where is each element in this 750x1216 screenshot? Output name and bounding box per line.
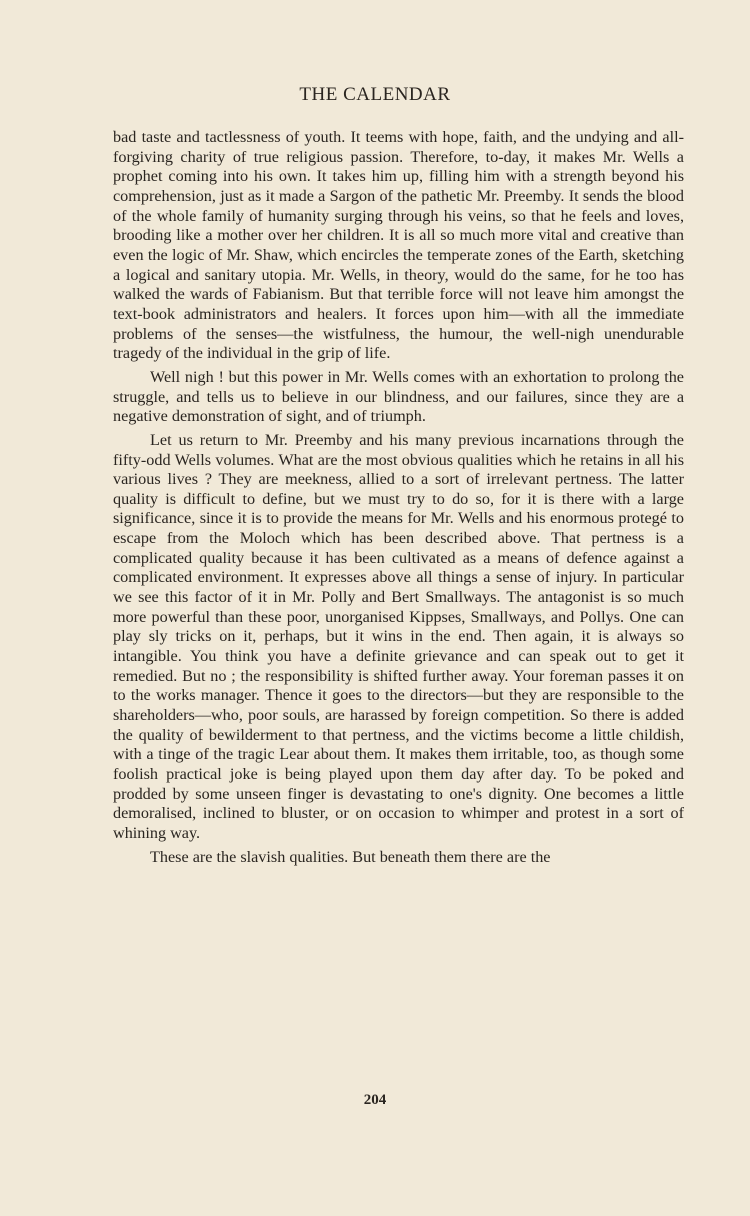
paragraph-1: bad taste and tactlessness of youth. It teems with hope, faith, and the undying and all-forgiving charity of true religious passion. Therefore, to-day, it makes Mr. Wells a prophet coming into his own. It takes him up, filling him with a strength beyond his comprehension, just as it made a Sargon of the pathetic Mr. Preemby. It sends the blood of the whole family of humanity surging through his veins, so that he feels and loves, brooding like a mother over her children. It is all so much more vital and creative than even the logic of Mr. Shaw, which encircles the temperate zones of the Earth, sketching a logical and sanitary utopia. Mr. Wells, in theory, would do the same, for he too has walked the wards of Fabianism. But that terrible force will not leave him amongst the text-book administrators and healers. It forces upon him—with all the immediate problems of the senses—the wistfulness, the humour, the well-nigh unendurable tragedy of the individual in the grip of life. [113, 128, 684, 363]
page-number: 204 [363, 1092, 387, 1108]
paragraph-2: Well nigh ! but this power in Mr. Wells comes with an exhortation to prolong the struggle, and tells us to believe in our blindness, and our failures, since they are a negative demonstration of sight, and of triumph. [113, 367, 684, 426]
running-head: THE CALENDAR [299, 84, 451, 105]
body-text [113, 128, 684, 871]
paragraph-3: Let us return to Mr. Preemby and his many previous incarnations through the fifty-odd Wells volumes. What are the most obvious qualities which he retains in all his various lives ? They are meekness, allied to a sort of irrelevant pertness. The latter quality is difficult to define, but we must try to do so, for it is there with a large significance, since it is to provide the means for Mr. Wells and his enormous protegé to escape from the Moloch which has been described above. That pertness is a complicated quality because it has been cultivated as a means of defence against a complicated environment. It expresses above all things a sense of injury. In particular we see this factor of it in Mr. Polly and Bert Smallways. The antagonist is so much more powerful than these poor, unorganised Kippses, Smallways, and Pollys. One can play sly tricks on it, perhaps, but it wins in the end. Then again, it is always so intangible. You think you have a definite grievance and can speak out to get it remedied. But no ; the responsibility is shifted further away. Your foreman passes it on to the works manager. Thence it goes to the directors—but they are responsible to the shareholders—who, poor souls, are harassed by foreign competition. So there is added the quality of bewilderment to that pertness, and the victims become a little childish, with a tinge of the tragic Lear about them. It makes them irritable, too, as though some foolish practical joke is being played upon them day after day. To be poked and prodded by some unseen finger is devastating to one's dignity. One becomes a little demoralised, inclined to bluster, or on occasion to whimper and protest in a sort of whining way. [113, 430, 684, 842]
paragraph-4: These are the slavish qualities. But beneath them there are the [150, 847, 551, 866]
